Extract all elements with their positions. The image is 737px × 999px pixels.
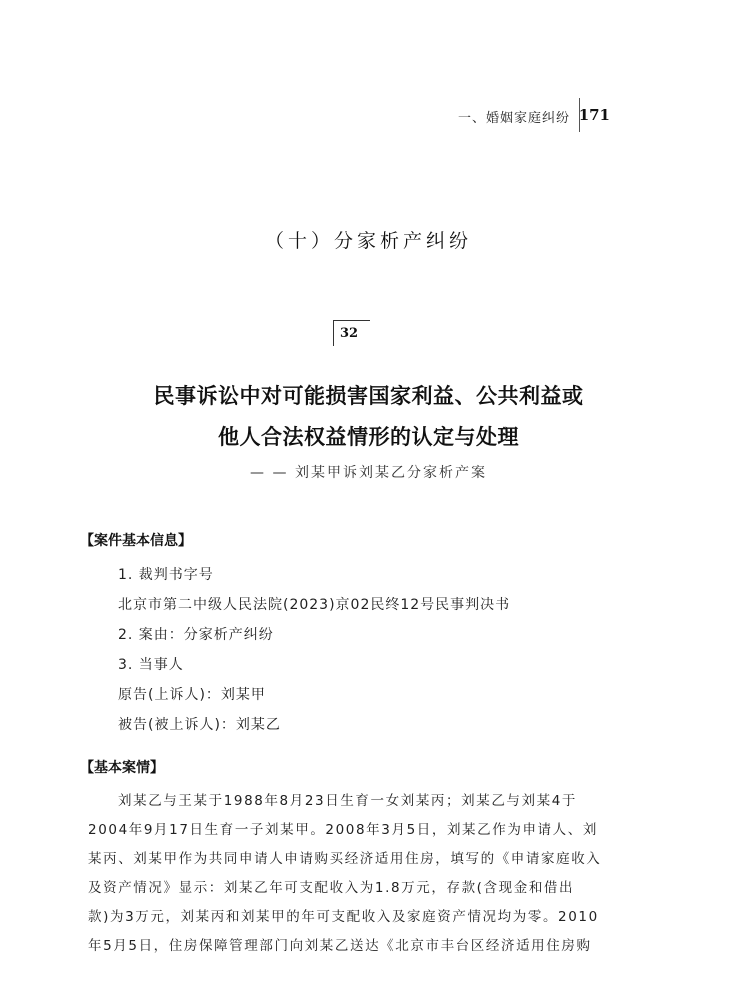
info-line: 1. 裁判书字号 [118,567,214,583]
info-line: 3. 当事人 [118,657,184,673]
facts-paragraph-line: 年5月5日，住房保障管理部门向刘某乙送达《北京市丰台区经济适用住房购 [88,938,592,954]
case-subtitle: — — 刘某甲诉刘某乙分家析产案 [250,465,487,481]
section-title: （十）分家析产纠纷 [264,230,472,252]
running-header-section: 一、婚姻家庭纠纷 [457,111,570,126]
info-line: 原告(上诉人)：刘某甲 [118,687,266,703]
basic-facts-heading: 【基本案情】 [80,760,164,776]
case-number: 32 [340,326,359,341]
info-line: 被告(被上诉人)：刘某乙 [118,717,281,733]
facts-paragraph-line: 某丙、刘某甲作为共同申请人申请购买经济适用住房，填写的《申请家庭收入 [88,851,602,867]
facts-paragraph-line: 刘某乙与王某于1988年8月23日生育一女刘某丙；刘某乙与刘某4于 [118,793,578,809]
basic-info-heading: 【案件基本信息】 [80,533,192,549]
facts-paragraph-line: 及资产情况》显示：刘某乙年可支配收入为1.8万元，存款(含现金和借出 [88,880,575,896]
info-line: 2. 案由：分家析产纠纷 [118,627,274,643]
facts-paragraph-line: 2004年9月17日生育一子刘某甲。2008年3月5日，刘某乙作为申请人、刘 [88,822,598,838]
page-number: 171 [578,106,610,124]
info-line: 北京市第二中级人民法院(2023)京02民终12号民事判决书 [118,597,511,613]
case-title-line-2: 他人合法权益情形的认定与处理 [218,425,519,449]
running-header [0,98,610,128]
facts-paragraph-line: 款)为3万元，刘某丙和刘某甲的年可支配收入及家庭资产情况均为零。2010 [88,909,599,925]
case-title-line-1: 民事诉讼中对可能损害国家利益、公共利益或 [153,384,584,408]
